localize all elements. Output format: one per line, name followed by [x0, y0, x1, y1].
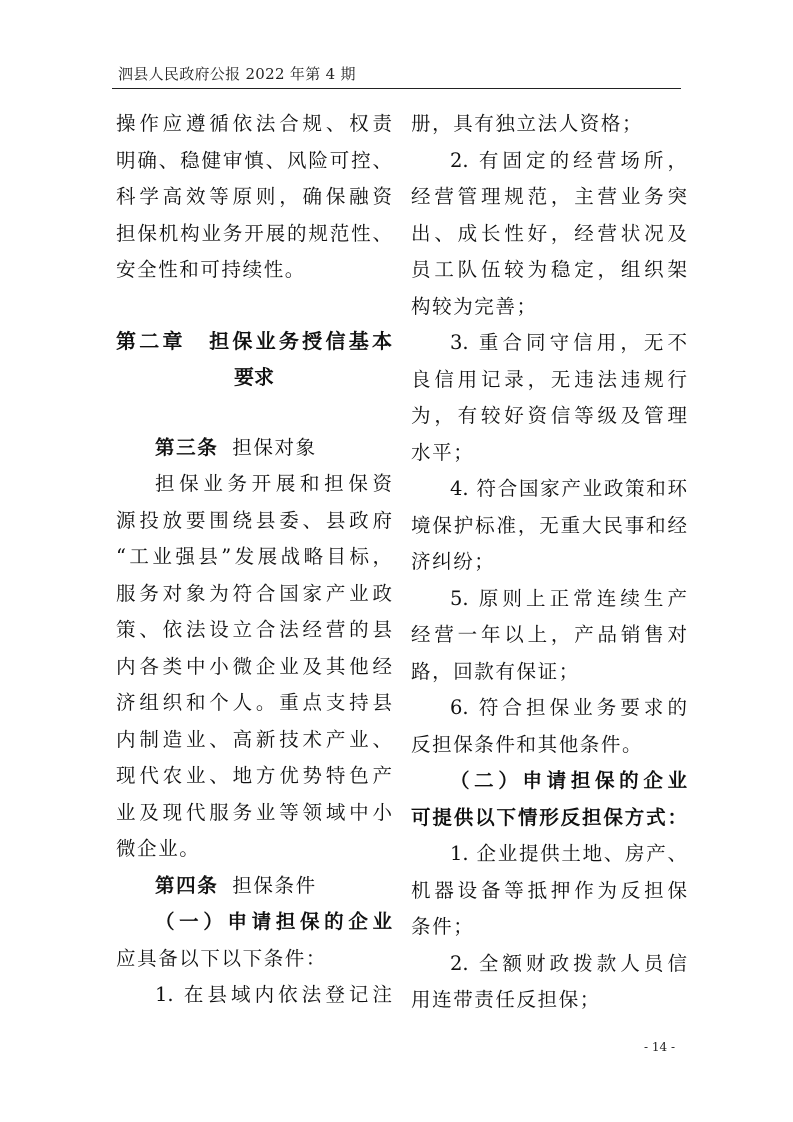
text-line: 担保机构业务开展的规范性、 — [116, 221, 392, 245]
text-line: 4. 符合国家产业政策和环 — [450, 477, 687, 500]
item-2 — [411, 143, 687, 326]
article-3-label: 第三条 — [155, 435, 219, 459]
text-line: 3. 重合同守信用，无不 — [450, 331, 687, 354]
text-line: 应具备以下以下条件： — [116, 946, 328, 970]
text-line: 机器设备等抵押作为反担保 — [411, 878, 687, 902]
text-line: 经营管理规范，主营业务突 — [411, 185, 687, 208]
text-line: 出、成长性好，经营状况及 — [411, 221, 687, 245]
sub-item-1 — [411, 836, 687, 946]
article-3-heading — [116, 430, 392, 467]
header-divider — [112, 88, 681, 89]
spacer — [116, 289, 392, 323]
text-line: 现代农业、地方优势特色产 — [116, 764, 392, 787]
page-number: - 14 - — [643, 1040, 675, 1054]
item-6 — [411, 690, 687, 763]
clause-1-heading — [116, 904, 392, 977]
text-line: 路，回款有保证； — [411, 659, 580, 683]
text-line: “工业强县”发展战略目标， — [116, 545, 392, 568]
text-line: 内各类中小微企业及其他经 — [116, 654, 392, 678]
text-line: 明确、稳健审慎、风险可控、 — [116, 148, 392, 172]
text-line: 5. 原则上正常连续生产 — [450, 586, 687, 610]
text-line: 1. 企业提供土地、房产、 — [450, 842, 687, 865]
article-3-title: 担保对象 — [232, 435, 317, 459]
text-line: 2. 有固定的经营场所， — [450, 148, 687, 172]
item-4 — [411, 471, 687, 581]
text-line: 操作应遵循依法合规、权责 — [116, 112, 392, 135]
item-1-start: 1. 在县域内依法登记注 — [155, 983, 392, 1006]
text-line: 良信用记录，无违法违规行 — [411, 367, 687, 391]
text-line: 构较为完善； — [411, 294, 538, 318]
text-line: 条件； — [411, 915, 475, 938]
text-line: 用连带责任反担保； — [411, 988, 601, 1011]
item-1-tail: 册，具有独立法人资格； — [411, 112, 644, 135]
chapter-heading-line: 第二章 担保业务授信基本 — [116, 328, 392, 353]
bulletin-header-title: 泗县人民政府公报 2022 年第 4 期 — [118, 65, 356, 83]
item-5 — [411, 581, 687, 691]
intro-paragraph-tail — [116, 106, 392, 289]
article-4-label: 第四条 — [155, 873, 219, 897]
item-3 — [411, 325, 687, 471]
text-line: 担保业务开展和担保资 — [155, 472, 392, 495]
sub-item-2 — [411, 946, 687, 1019]
text-line: 安全性和可持续性。 — [116, 258, 306, 281]
text-line: 服务对象为符合国家产业政 — [116, 581, 392, 605]
right-column — [411, 106, 687, 1019]
text-line: 内制造业、高新技术产业、 — [116, 727, 392, 751]
text-line: 员工队伍较为稳定，组织架 — [411, 258, 687, 281]
text-line: 济组织和个人。重点支持县 — [116, 691, 392, 714]
text-line: （二）申请担保的企业 — [450, 769, 687, 792]
left-column — [116, 106, 392, 1014]
text-line: 境保护标准，无重大民事和经 — [411, 513, 687, 537]
text-line: 为，有较好资信等级及管理 — [411, 404, 687, 427]
text-line: 6. 符合担保业务要求的 — [450, 696, 687, 719]
chapter-heading — [116, 323, 392, 396]
text-line: （一）申请担保的企业 — [155, 910, 392, 933]
article-4-heading — [116, 868, 392, 905]
clause-2-heading — [411, 763, 687, 836]
text-line: 2. 全额财政拨款人员信 — [450, 951, 687, 975]
text-line: 业及现代服务业等领域中小 — [116, 800, 392, 824]
text-line: 济纠纷； — [411, 550, 496, 573]
spacer — [116, 396, 392, 430]
text-line: 经营一年以上，产品销售对 — [411, 623, 687, 646]
text-line: 水平； — [411, 440, 475, 464]
article-4-title: 担保条件 — [232, 873, 317, 897]
text-line: 可提供以下情形反担保方式： — [411, 805, 687, 829]
text-line: 反担保条件和其他条件。 — [411, 732, 644, 756]
chapter-heading-line: 要求 — [234, 365, 274, 389]
text-line: 源投放要围绕县委、县政府 — [116, 508, 392, 532]
text-line: 微企业。 — [116, 837, 201, 860]
text-line: 科学高效等原则，确保融资 — [116, 185, 392, 208]
text-line: 策、依法设立合法经营的县 — [116, 618, 392, 641]
article-3-body — [116, 466, 392, 868]
